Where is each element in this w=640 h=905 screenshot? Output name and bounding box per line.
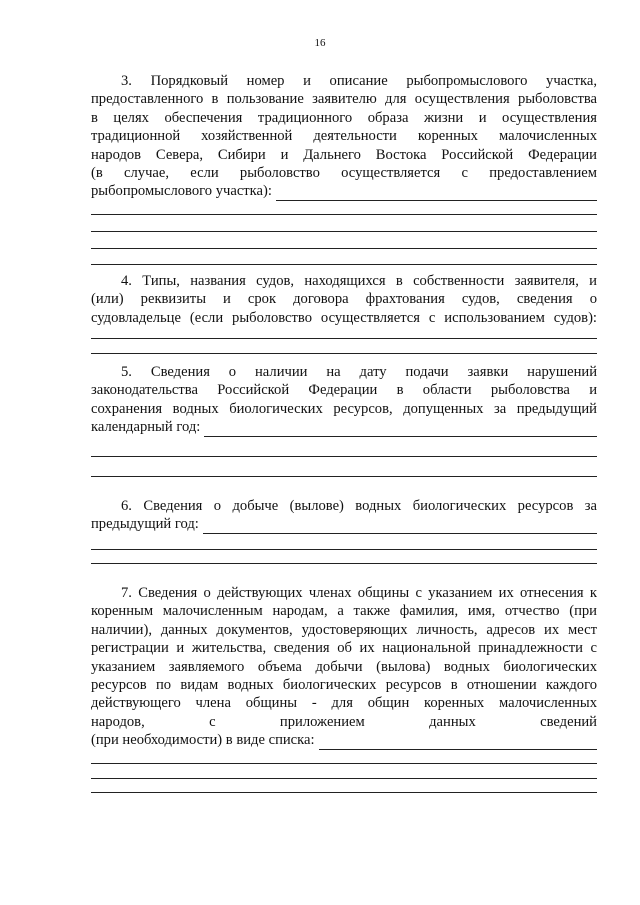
section-6-answer-line[interactable] bbox=[91, 515, 597, 533]
section-7-line-3: наличии), данных документов, удостоверяющих личность, адресов их мест bbox=[91, 621, 597, 638]
section-3-rule-3[interactable] bbox=[91, 248, 597, 249]
section-3-line-6: (в случае, если рыболовство осуществляется с предоставлением bbox=[91, 165, 597, 182]
section-4-line-2: (или) реквизиты и срок договора фрахтования судов, сведения о bbox=[91, 291, 597, 308]
section-3-rule-1[interactable] bbox=[91, 214, 597, 215]
section-7-line-2: коренным малочисленным народам, а также фамилия, имя, отчество (при bbox=[91, 603, 597, 620]
section-7-rule-2[interactable] bbox=[91, 778, 597, 779]
section-4-line-1: 4. Типы, названия судов, находящихся в собственности заявителя, и bbox=[121, 273, 597, 289]
section-5-line-2: законодательства Российской Федерации в области рыболовства и bbox=[91, 382, 597, 399]
section-6-fill[interactable] bbox=[203, 519, 597, 534]
section-7-line-5: указанием заявляемого объема добычи (вылова) водных биологических bbox=[91, 658, 597, 675]
section-3-line-3: в целях обеспечения традиционного образа жизни и осуществления bbox=[91, 109, 597, 126]
section-5-fill[interactable] bbox=[204, 422, 597, 437]
section-3 bbox=[91, 72, 597, 265]
section-7-line-1: 7. Сведения о действующих членах общины с указанием их отнесения к bbox=[121, 585, 597, 601]
page-number: 16 bbox=[314, 37, 326, 49]
section-3-line-4: традиционной хозяйственной деятельности коренных малочисленных bbox=[91, 128, 597, 145]
section-3-line-1: 3. Порядковый номер и описание рыбопромыслового участка, bbox=[121, 73, 597, 89]
section-5-rule-2[interactable] bbox=[91, 476, 597, 477]
section-7-line-4: регистрации и жительства, сведения об их национальной принадлежности с bbox=[91, 640, 597, 657]
section-7-fill[interactable] bbox=[319, 735, 597, 750]
section-3-line-2: предоставленного в пользование заявителю для осуществления рыболовства bbox=[91, 91, 597, 108]
section-6-line-1: 6. Сведения о добыче (вылове) водных биологических ресурсов за bbox=[121, 498, 597, 514]
section-7-line-7: действующего члена общины - для общин коренных малочисленных bbox=[91, 695, 597, 712]
section-7 bbox=[91, 584, 597, 793]
section-4-rule-1[interactable] bbox=[91, 338, 597, 339]
section-7-answer-line[interactable] bbox=[91, 731, 597, 749]
section-4 bbox=[91, 272, 597, 354]
section-6-rule-2[interactable] bbox=[91, 563, 597, 564]
section-3-fill[interactable] bbox=[276, 186, 597, 201]
section-5 bbox=[91, 363, 597, 477]
section-3-line-5: народов Севера, Сибири и Дальнего Востока Российской Федерации bbox=[91, 146, 597, 163]
section-7-line-8: народов, с приложением данных сведений bbox=[91, 713, 597, 730]
section-7-rule-1[interactable] bbox=[91, 763, 597, 764]
section-5-answer-line[interactable] bbox=[91, 418, 597, 436]
section-3-last-line: рыбопромыслового участка): bbox=[91, 183, 272, 200]
section-3-rule-2[interactable] bbox=[91, 231, 597, 232]
section-7-last-line: (при необходимости) в виде списка: bbox=[91, 732, 315, 749]
section-4-rule-2[interactable] bbox=[91, 353, 597, 354]
section-7-line-6: ресурсов по видам водных биологических ресурсов в отношении каждого bbox=[91, 677, 597, 694]
section-6 bbox=[91, 497, 597, 564]
section-5-line-3: сохранения водных биологических ресурсов, допущенных за предыдущий bbox=[91, 400, 597, 417]
section-4-last-line: судовладельце (если рыболовство осуществляется с использованием судов): bbox=[91, 309, 597, 326]
section-5-line-1: 5. Сведения о наличии на дату подачи заявки нарушений bbox=[121, 364, 597, 380]
section-5-rule-1[interactable] bbox=[91, 456, 597, 457]
section-6-rule-1[interactable] bbox=[91, 549, 597, 550]
section-6-last-line: предыдущий год: bbox=[91, 516, 199, 533]
section-7-rule-3[interactable] bbox=[91, 792, 597, 793]
section-3-rule-4[interactable] bbox=[91, 264, 597, 265]
section-5-last-line: календарный год: bbox=[91, 419, 201, 436]
section-3-answer-line[interactable] bbox=[91, 182, 597, 200]
